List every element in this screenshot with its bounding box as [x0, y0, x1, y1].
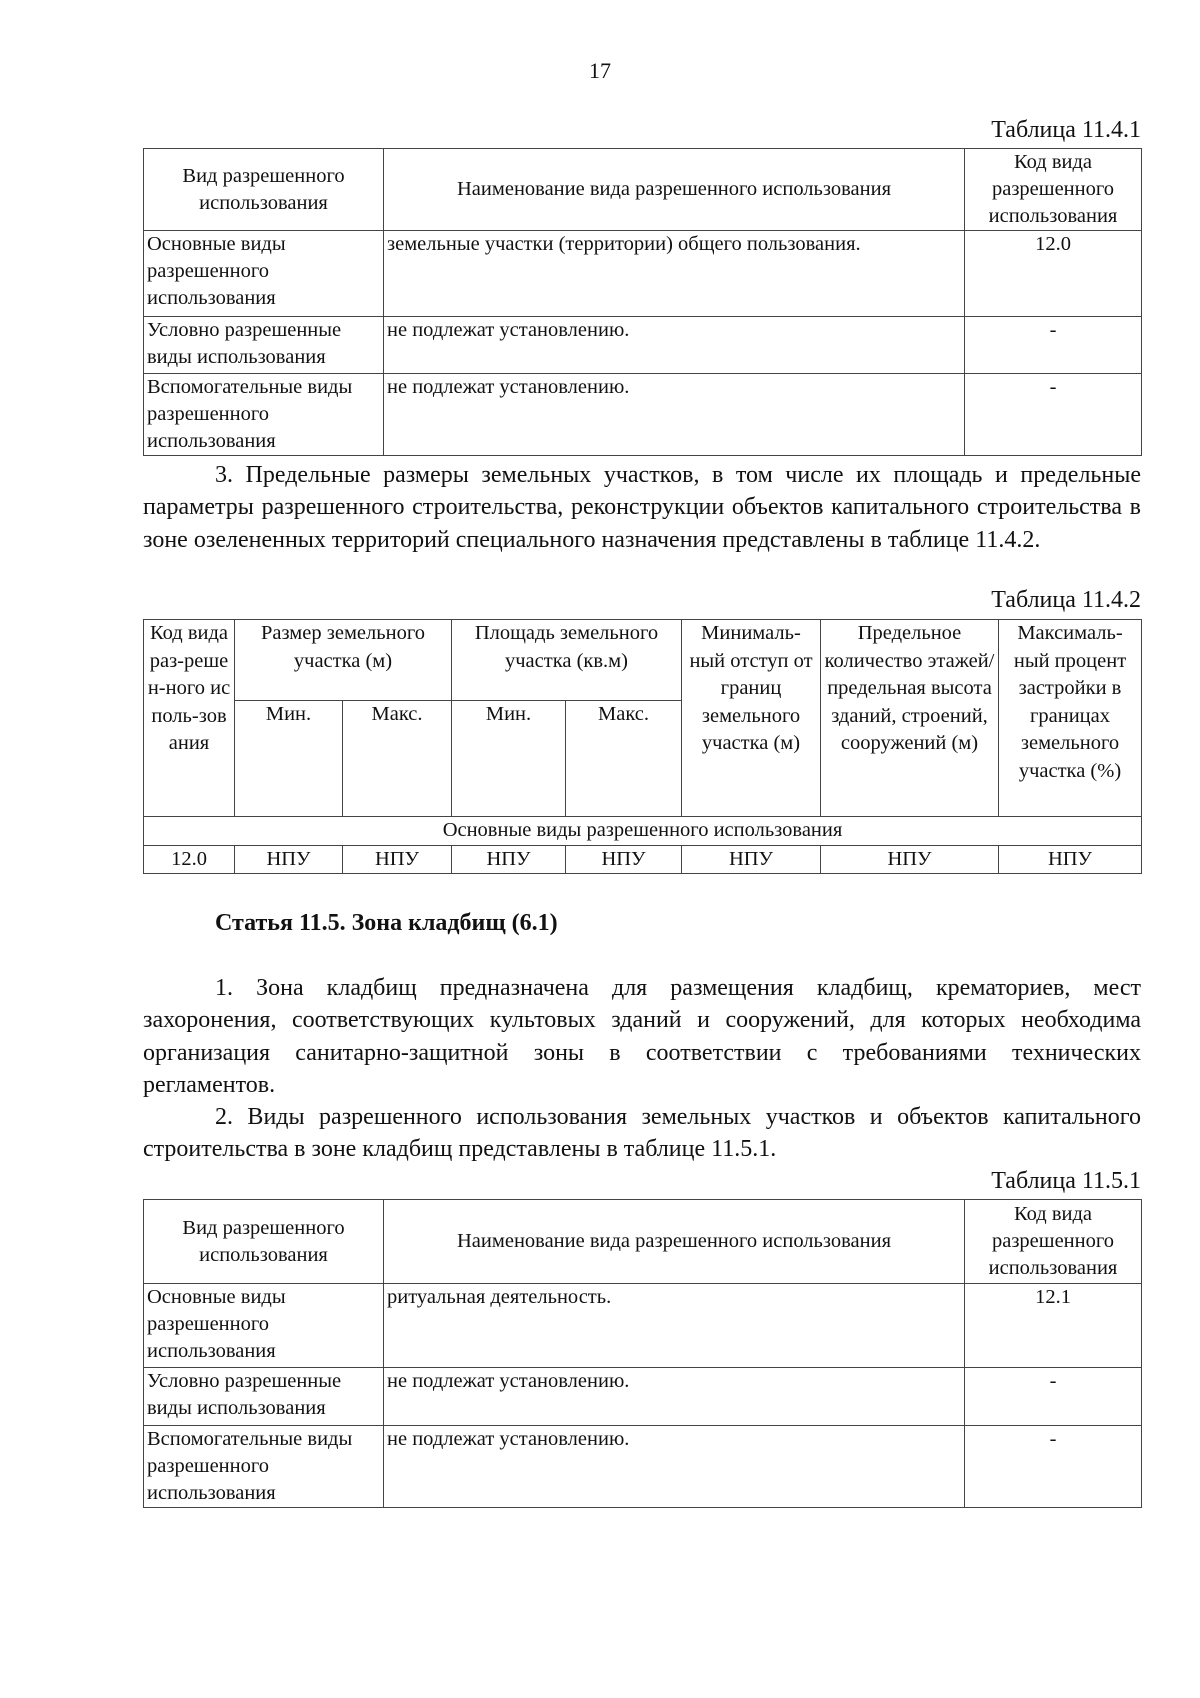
table-caption: Таблица 11.5.1 [991, 1168, 1141, 1194]
table-cell: не подлежат установлению. [384, 374, 965, 456]
paragraph-text: 2. Виды разрешенного использования земельных участков и объектов капитального строительства в зоне кладбищ представлены в таблице 11.5.1. [143, 1104, 1141, 1163]
table-row [144, 1284, 1142, 1368]
table-cell: НПУ [343, 845, 452, 874]
table-row [144, 231, 1142, 317]
table-section-row: Основные виды разрешенного использования [144, 817, 1142, 846]
table-cell: НПУ [999, 845, 1142, 874]
table-header: Код вида разрешенного использования [965, 149, 1142, 231]
table-cell: Условно разрешенные виды использования [144, 1368, 384, 1426]
table-cell: ритуальная деятельность. [384, 1284, 965, 1368]
table-cell: не подлежат установлению. [384, 1368, 965, 1426]
table-cell: - [965, 1368, 1142, 1426]
table-11-4-2 [143, 619, 1142, 874]
article-heading: Статья 11.5. Зона кладбищ (6.1) [215, 910, 558, 936]
table-header: Наименование вида разрешенного использования [384, 1200, 965, 1284]
table-caption: Таблица 11.4.2 [991, 587, 1141, 613]
table-row [144, 1426, 1142, 1508]
table-header: Макс. [343, 701, 452, 817]
table-header: Макс. [566, 701, 682, 817]
table-header: Код вида разрешенного использования [965, 1200, 1142, 1284]
table-cell: НПУ [566, 845, 682, 874]
table-header: Площадь земельного участка (кв.м) [452, 620, 682, 701]
table-header: Предельное количество этажей/ предельная высота зданий, строений, сооружений (м) [821, 620, 999, 817]
table-11-4-1 [143, 148, 1142, 456]
table-header: Вид разрешенного использования [144, 1200, 384, 1284]
table-cell: Условно разрешенные виды использования [144, 317, 384, 374]
table-row [144, 845, 1142, 874]
table-cell: НПУ [821, 845, 999, 874]
table-cell: земельные участки (территории) общего пользования. [384, 231, 965, 317]
table-cell: не подлежат установлению. [384, 317, 965, 374]
table-cell: - [965, 317, 1142, 374]
table-row [144, 1368, 1142, 1426]
table-cell: Основные виды разрешенного использования [144, 231, 384, 317]
table-cell: 12.0 [144, 845, 235, 874]
table-header: Наименование вида разрешенного использования [384, 149, 965, 231]
table-row [144, 317, 1142, 374]
paragraph-text: 1. Зона кладбищ предназначена для размещения кладбищ, крематориев, мест захоронения, соответствующих культовых зданий и сооружений, для которых необходима организация санитарно-защитной зоны в соответствии с требованиями технических регламентов. [143, 975, 1141, 1098]
table-cell: 12.1 [965, 1284, 1142, 1368]
table-header: Размер земельного участка (м) [235, 620, 452, 701]
table-cell: НПУ [235, 845, 343, 874]
table-cell: Основные виды разрешенного использования [144, 1284, 384, 1368]
page-number: 17 [589, 58, 611, 83]
table-header: Вид разрешенного использования [144, 149, 384, 231]
table-cell: 12.0 [965, 231, 1142, 317]
table-header: Минималь-ный отступ от границ земельного участка (м) [682, 620, 821, 817]
table-cell: НПУ [452, 845, 566, 874]
table-row [144, 374, 1142, 456]
paragraph [143, 459, 1141, 556]
table-caption: Таблица 11.4.1 [991, 117, 1141, 143]
table-header: Мин. [452, 701, 566, 817]
table-cell: Вспомогательные виды разрешенного использования [144, 1426, 384, 1508]
table-header: Максималь-ный процент застройки в границах земельного участка (%) [999, 620, 1142, 817]
paragraph [143, 972, 1141, 1166]
table-11-5-1 [143, 1199, 1142, 1508]
table-cell: - [965, 1426, 1142, 1508]
paragraph-text: 3. Предельные размеры земельных участков, в том числе их площадь и предельные параметры разрешенного строительства, реконструкции объектов капитального строительства в зоне озелененных территорий специального назначения представлены в таблице 11.4.2. [143, 462, 1141, 553]
table-cell: не подлежат установлению. [384, 1426, 965, 1508]
table-cell: Вспомогательные виды разрешенного использования [144, 374, 384, 456]
table-header: Мин. [235, 701, 343, 817]
table-cell: НПУ [682, 845, 821, 874]
table-header: Код вида раз-решен-ного исполь-зования [144, 620, 235, 817]
table-cell: - [965, 374, 1142, 456]
